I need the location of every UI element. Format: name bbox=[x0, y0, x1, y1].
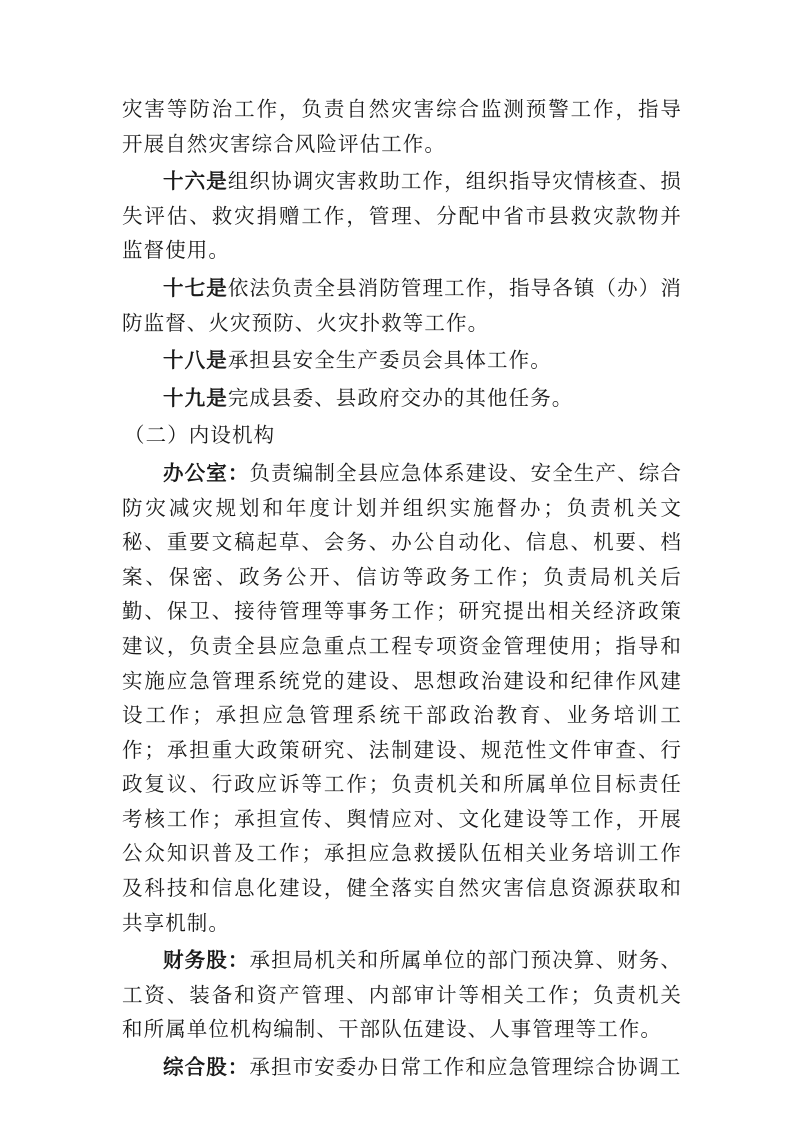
department-office bbox=[122, 456, 682, 940]
paragraph-item-17 bbox=[122, 271, 682, 340]
item-lead: 十六是 bbox=[163, 169, 228, 194]
paragraph-item-16 bbox=[122, 164, 682, 268]
item-lead: 十九是 bbox=[163, 385, 228, 410]
paragraph-item-18 bbox=[122, 343, 682, 378]
department-duties: 承担市安委办日常工作和应急管理综合协调工 bbox=[249, 1055, 682, 1080]
department-duties: 负责编制全县应急体系建设、安全生产、综合防灾减灾规划和年度计划并组织实施督办；负责机关文秘、重要文稿起草、会务、办公自动化、信息、机要、档案、保密、政务公开、信访等政务工作；负责局机关后勤、保卫、接待管理等事务工作；研究提出相关经济政策建议，负责全县应急重点工程专项资金管理使用；指导和实施应急管理系统党的建设、思想政治建设和纪律作风建设工作；承担应急管理系统干部政治教育、业务培训工作；承担重大政策研究、法制建设、规范性文件审查、行政复议、行政应诉等工作；负责机关和所属单位目标责任考核工作；承担宣传、舆情应对、文化建设等工作，开展公众知识普及工作；承担应急救援队伍相关业务培训工作及科技和信息化建设，健全落实自然灾害信息资源获取和共享机制。 bbox=[122, 460, 683, 935]
department-finance bbox=[122, 943, 682, 1047]
item-lead: 十七是 bbox=[163, 275, 228, 300]
document-page bbox=[122, 92, 682, 1088]
department-name: 综合股： bbox=[163, 1055, 250, 1080]
paragraph-text: 完成县委、县政府交办的其他任务。 bbox=[227, 385, 574, 410]
paragraph-text: 依法负责全县消防管理工作，指导各镇（办）消防监督、火灾预防、火灾扑救等工作。 bbox=[122, 275, 682, 335]
department-name: 办公室： bbox=[163, 460, 250, 485]
department-duties: 承担局机关和所属单位的部门预决算、财务、工资、装备和资产管理、内部审计等相关工作；负责机关和所属单位机构编制、干部队伍建设、人事管理等工作。 bbox=[122, 948, 683, 1042]
department-general bbox=[122, 1050, 682, 1085]
paragraph-continuation bbox=[122, 92, 682, 161]
paragraph-text: 灾害等防治工作，负责自然灾害综合监测预警工作，指导开展自然灾害综合风险评估工作。 bbox=[122, 97, 682, 156]
paragraph-text: 承担县安全生产委员会具体工作。 bbox=[227, 348, 552, 373]
paragraph-text: 组织协调灾害救助工作，组织指导灾情核查、损失评估、救灾捐赠工作，管理、分配中省市县救灾款物并监督使用。 bbox=[122, 169, 682, 263]
department-name: 财务股： bbox=[163, 948, 250, 973]
paragraph-item-19 bbox=[122, 381, 682, 416]
item-lead: 十八是 bbox=[163, 348, 228, 373]
section-heading: （二）内设机构 bbox=[124, 423, 276, 448]
